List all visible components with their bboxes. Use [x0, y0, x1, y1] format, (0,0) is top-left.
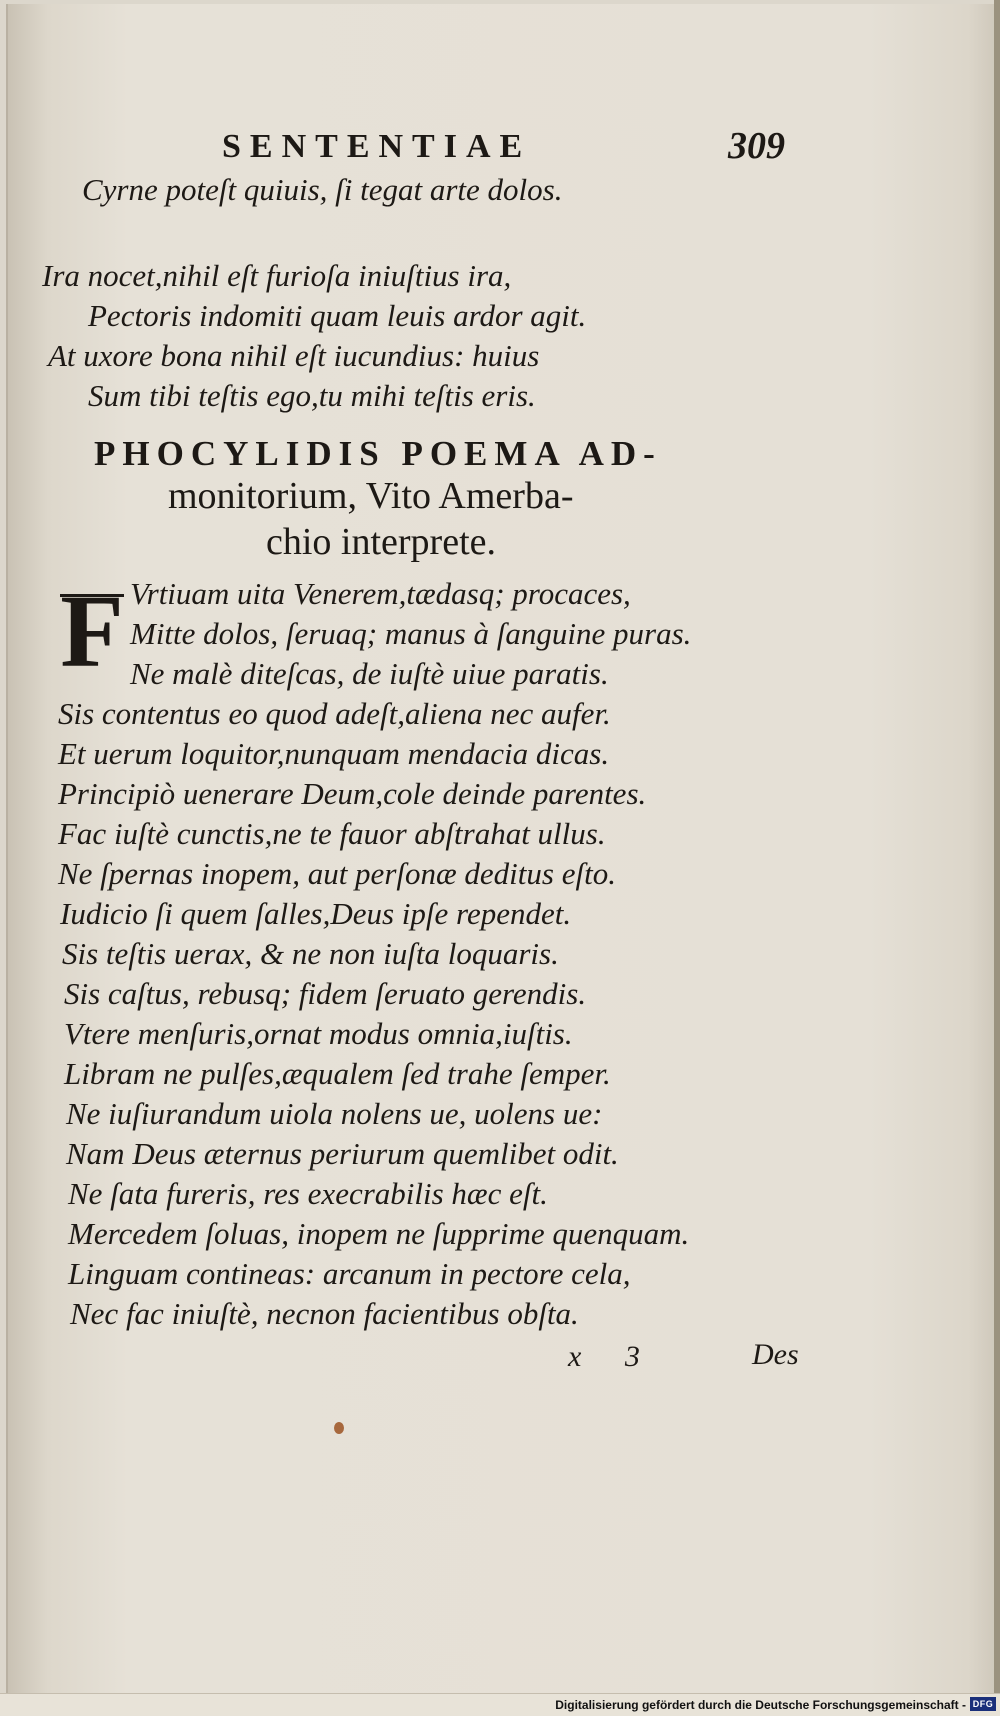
- top-verse: Cyrne poteſt quiuis, ſi tegat arte dolos.: [82, 172, 563, 207]
- poem-line: Vrtiuam uita Venerem,tædasq; procaces,: [130, 576, 631, 611]
- book-edge: [994, 0, 1000, 1716]
- drop-cap: F: [60, 574, 124, 689]
- stanza-line: Pectoris indomiti quam leuis ardor agit.: [88, 298, 587, 333]
- dfg-logo: DFG: [970, 1697, 996, 1711]
- poem-line: Principiò uenerare Deum,cole deinde parentes.: [58, 776, 647, 811]
- paper-stain: [334, 1422, 344, 1434]
- poem-line: Ne iuſiurandum uiola nolens ue, uolens ue:: [66, 1096, 603, 1131]
- poem-line: Sis teſtis uerax, & ne non iuſta loquaris.: [62, 936, 559, 971]
- poem-line: Et uerum loquitor,nunquam mendacia dicas.: [58, 736, 610, 771]
- catchword: Des: [752, 1338, 799, 1371]
- poem-line: Nam Deus æternus periurum quemlibet odit.: [66, 1136, 619, 1171]
- footer-bar: [0, 1693, 1000, 1716]
- poem-line: Nec fac iniuſtè, necnon facientibus obſta.: [70, 1296, 579, 1331]
- stanza-line: Ira nocet,nihil eſt furioſa iniuſtius ira,: [42, 258, 512, 293]
- running-head: SENTENTIAE: [222, 128, 532, 165]
- poem-line: Ne ſata fureris, res execrabilis hæc eſt.: [68, 1176, 548, 1211]
- poem-line: Ne malè diteſcas, de iuſtè uiue paratis.: [130, 656, 609, 691]
- footer-credit: Digitalisierung gefördert durch die Deutsche Forschungsgemeinschaft -: [555, 1698, 966, 1712]
- book-page: [6, 4, 996, 1694]
- poem-title: PHOCYLIDIS POEMA AD-: [94, 434, 662, 473]
- poem-line: Sis caſtus, rebusq; fidem ſeruato gerendis.: [64, 976, 587, 1011]
- poem-line: Fac iuſtè cunctis,ne te fauor abſtrahat ullus.: [58, 816, 606, 851]
- poem-line: Sis contentus eo quod adeſt,aliena nec aufer.: [58, 696, 611, 731]
- poem-line: Iudicio ſi quem ſalles,Deus ipſe rependet.: [60, 896, 572, 931]
- poem-line: Libram ne pulſes,æqualem ſed trahe ſemper.: [64, 1056, 611, 1091]
- stanza-line: Sum tibi teſtis ego,tu mihi teſtis eris.: [88, 378, 536, 413]
- poem-line: Linguam contineas: arcanum in pectore cela,: [68, 1256, 631, 1291]
- page-number: 309: [728, 125, 785, 167]
- poem-line: Mercedem ſoluas, inopem ne ſupprime quenquam.: [68, 1216, 690, 1251]
- poem-line: Vtere menſuris,ornat modus omnia,iuſtis.: [64, 1016, 573, 1051]
- poem-title-line-2: monitorium, Vito Amerba-: [168, 475, 574, 517]
- poem-title-line-3: chio interprete.: [266, 521, 497, 563]
- signature-mark: x 3: [568, 1340, 658, 1373]
- stanza-line: At uxore bona nihil eſt iucundius: huius: [48, 338, 540, 373]
- poem-line: Ne ſpernas inopem, aut perſonæ deditus eſto.: [58, 856, 616, 891]
- poem-line: Mitte dolos, ſeruaq; manus à ſanguine puras.: [130, 616, 692, 651]
